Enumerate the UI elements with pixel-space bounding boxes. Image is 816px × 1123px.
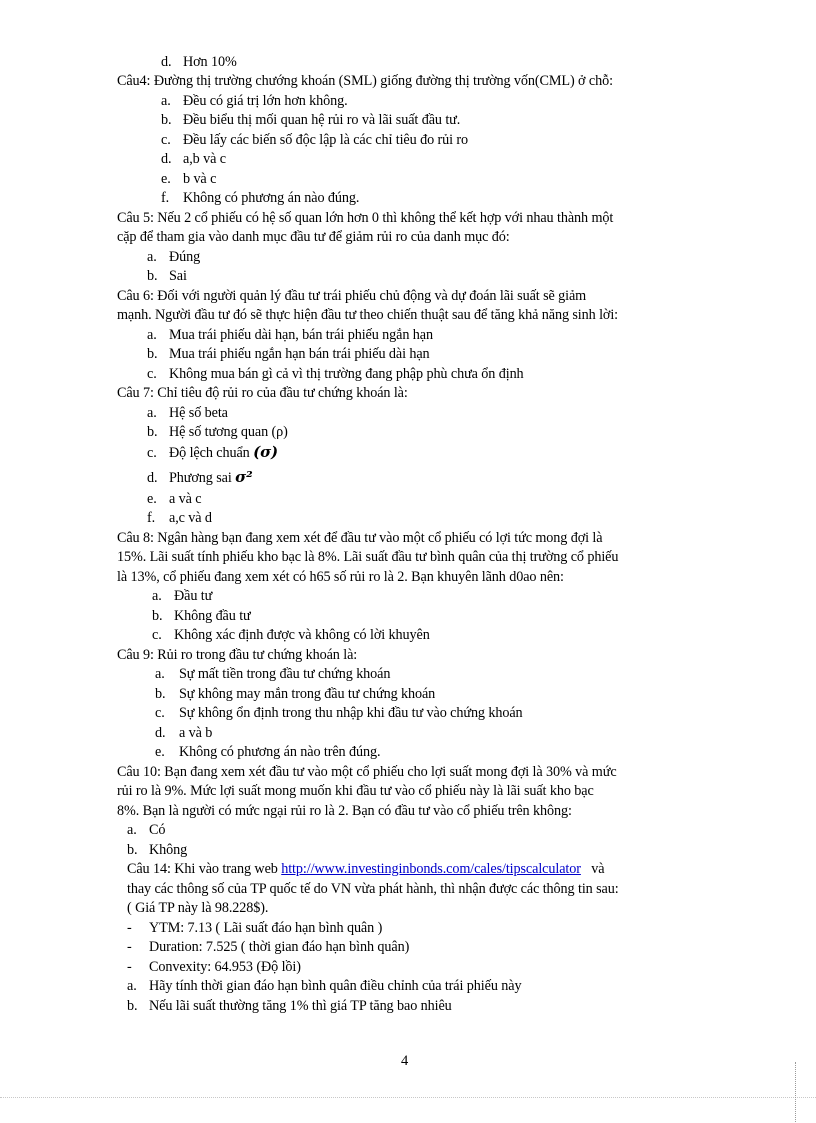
option-line: a. Đúng [147, 249, 201, 265]
option-line: b. Sai [147, 268, 187, 284]
option-line: b. Đều biểu thị mối quan hệ rủi ro và lãi suất đầu tư. [161, 112, 461, 128]
option-line: a. Hãy tính thời gian đáo hạn bình quân điều chỉnh của trái phiếu này [127, 978, 522, 994]
question-5: Câu 5: Nếu 2 cổ phiếu có hệ số quan lớn hơn 0 thì không thể kết hợp với nhau thành một [117, 210, 614, 226]
option-line: d. Phương sai σ² [147, 468, 253, 486]
option-line: c. Độ lệch chuẩn (σ) [147, 443, 279, 461]
page-number: 4 [401, 1053, 409, 1069]
option-line: e. a và c [147, 491, 202, 507]
option-line: d. Hơn 10% [161, 54, 237, 70]
bullet-line: - YTM: 7.13 ( Lãi suất đáo hạn bình quân ) [127, 920, 383, 936]
question-14: Câu 14: Khi vào trang web http://www.investinginbonds.com/cales/tipscalculator và [127, 861, 605, 877]
sigma-squared-symbol: σ² [235, 468, 253, 486]
option-line: b. Sự không may mắn trong đầu tư chứng khoán [155, 686, 436, 702]
question-8: Câu 8: Ngân hàng bạn đang xem xét để đầu tư vào một cổ phiếu có lợi tức mong đợi là [117, 530, 603, 546]
option-line: a. Đều có giá trị lớn hơn không. [161, 93, 348, 109]
option-line: b. Nếu lãi suất thường tăng 1% thì giá TP tăng bao nhiêu [127, 998, 452, 1014]
option-line: b. Hệ số tương quan (ρ) [147, 424, 288, 440]
question-8-cont: 15%. Lãi suất tính phiếu kho bạc là 8%. Lãi suất đầu tư bình quân của thị trường cổ phiếu [117, 549, 619, 565]
option-line: d. a và b [155, 725, 213, 741]
option-line: d. a,b và c [161, 151, 226, 167]
question-8-cont: là 13%, cổ phiếu đang xem xét có h65 số rủi ro là 2. Bạn khuyên lãnh d0ao nên: [117, 569, 564, 585]
option-line: e. b và c [161, 171, 217, 187]
question-10-cont: rủi ro là 9%. Mức lợi suất mong muốn khi đầu tư vào cổ phiếu này là lãi suất kho bạc [117, 783, 594, 799]
question-10-cont: 8%. Bạn là người có mức ngại rủi ro là 2. Bạn có đầu tư vào cổ phiếu trên không: [117, 803, 572, 819]
option-line: a. Có [127, 822, 166, 838]
bullet-line: - Convexity: 64.953 (Độ lồi) [127, 959, 301, 975]
web-link[interactable]: http://www.investinginbonds.com/cales/tipscalculator [281, 861, 581, 877]
option-line: c. Đều lấy các biến số độc lập là các chỉ tiêu đo rủi ro [161, 132, 469, 148]
option-line: b. Mua trái phiếu ngắn hạn bán trái phiếu dài hạn [147, 346, 430, 362]
option-line: b. Không đầu tư [152, 608, 251, 624]
option-line: a. Sự mất tiền trong đầu tư chứng khoán [155, 666, 391, 682]
sigma-symbol: (σ) [253, 443, 279, 461]
question-10: Câu 10: Bạn đang xem xét đầu tư vào một cổ phiếu cho lợi suất mong đợi là 30% và mức [117, 764, 617, 780]
option-line: a. Hệ số beta [147, 405, 228, 421]
question-4: Câu4: Đường thị trường chướng khoán (SML) giống đường thị trường vốn(CML) ở chỗ: [117, 73, 613, 89]
option-line: e. Không có phương án nào trên đúng. [155, 744, 381, 760]
option-line: c. Sự không ổn định trong thu nhập khi đầu tư vào chứng khoán [155, 705, 523, 721]
option-line: c. Không mua bán gì cả vì thị trường đang phập phù chưa ổn định [147, 366, 524, 382]
question-9: Câu 9: Rủi ro trong đầu tư chứng khoán là: [117, 647, 358, 663]
option-line: c. Không xác định được và không có lời khuyên [152, 627, 430, 643]
option-line: a. Mua trái phiếu dài hạn, bán trái phiếu ngắn hạn [147, 327, 433, 343]
question-14-cont: ( Giá TP này là 98.228$). [127, 900, 269, 916]
page-edge-line [0, 1097, 816, 1098]
question-7: Câu 7: Chỉ tiêu độ rủi ro của đầu tư chứng khoán là: [117, 385, 408, 401]
question-6: Câu 6: Đối với người quản lý đầu tư trái phiếu chủ động và dự đoán lãi suất sẽ giảm [117, 288, 587, 304]
option-line: f. Không có phương án nào đúng. [161, 190, 360, 206]
question-14-cont: thay các thông số của TP quốc tế do VN vừa phát hành, thì nhận được các thông tin sau: [127, 881, 619, 897]
bullet-line: - Duration: 7.525 ( thời gian đáo hạn bình quân) [127, 939, 410, 955]
option-line: b. Không [127, 842, 188, 858]
option-line: a. Đầu tư [152, 588, 213, 604]
page-edge-line [795, 1062, 796, 1122]
question-6-cont: mạnh. Người đầu tư đó sẽ thực hiện đầu tư theo chiến thuật sau để tăng khả năng sinh lời: [117, 307, 619, 323]
question-5-cont: cặp để tham gia vào danh mục đầu tư để giảm rủi ro của danh mục đó: [117, 229, 510, 245]
option-line: f. a,c và d [147, 510, 212, 526]
